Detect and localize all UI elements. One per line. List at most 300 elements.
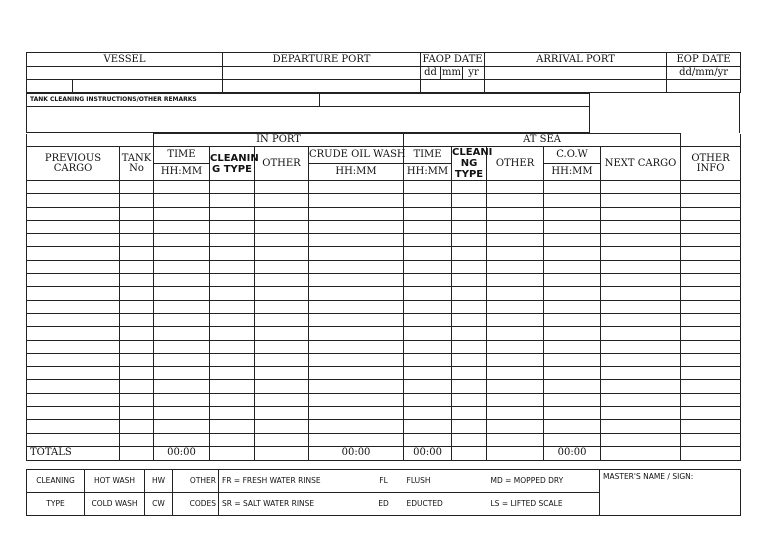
table-cell[interactable] <box>404 181 452 194</box>
table-cell[interactable] <box>154 194 210 207</box>
remarks-extra[interactable] <box>320 94 590 107</box>
table-cell[interactable] <box>210 274 255 287</box>
table-cell[interactable] <box>210 420 255 433</box>
table-cell[interactable] <box>544 380 601 393</box>
table-cell[interactable] <box>309 340 404 353</box>
table-cell[interactable] <box>487 247 544 260</box>
table-cell[interactable] <box>210 247 255 260</box>
table-cell[interactable] <box>309 327 404 340</box>
cleaning-type-port-header: CLEANIN G TYPE <box>210 147 255 181</box>
table-cell[interactable] <box>601 300 681 313</box>
table-cell[interactable] <box>452 313 487 326</box>
table-cell[interactable] <box>487 420 544 433</box>
departure-extra[interactable] <box>223 80 421 93</box>
table-cell[interactable] <box>681 327 741 340</box>
table-cell[interactable] <box>27 300 120 313</box>
table-cell[interactable] <box>309 287 404 300</box>
table-cell[interactable] <box>120 327 154 340</box>
table-cell[interactable] <box>120 380 154 393</box>
table-cell[interactable] <box>681 353 741 366</box>
table-cell[interactable] <box>452 181 487 194</box>
table-cell[interactable] <box>544 194 601 207</box>
table-cell[interactable] <box>404 220 452 233</box>
table-cell[interactable] <box>452 207 487 220</box>
table-row <box>27 433 741 446</box>
table-cell[interactable] <box>27 353 120 366</box>
table-cell[interactable] <box>544 287 601 300</box>
table-cell[interactable] <box>154 353 210 366</box>
table-cell[interactable] <box>154 181 210 194</box>
table-cell[interactable] <box>309 234 404 247</box>
table-cell[interactable] <box>681 367 741 380</box>
table-cell[interactable] <box>27 393 120 406</box>
departure-port-field[interactable] <box>223 67 421 80</box>
table-cell[interactable] <box>27 313 120 326</box>
table-cell[interactable] <box>544 327 601 340</box>
table-cell[interactable] <box>601 287 681 300</box>
table-cell[interactable] <box>452 367 487 380</box>
table-cell[interactable] <box>601 367 681 380</box>
table-cell[interactable] <box>452 340 487 353</box>
table-cell[interactable] <box>27 420 120 433</box>
table-cell[interactable] <box>601 247 681 260</box>
table-cell[interactable] <box>120 220 154 233</box>
table-cell[interactable] <box>210 327 255 340</box>
table-cell[interactable] <box>210 287 255 300</box>
table-cell[interactable] <box>120 433 154 446</box>
table-cell[interactable] <box>27 247 120 260</box>
table-row <box>27 207 741 220</box>
legend-educted: EDUCTED <box>404 493 488 516</box>
tank-line2: No <box>129 162 144 174</box>
table-row <box>27 393 741 406</box>
table-cell[interactable] <box>681 181 741 194</box>
table-cell[interactable] <box>309 207 404 220</box>
departure-port-label: DEPARTURE PORT <box>223 53 421 67</box>
table-cell[interactable] <box>404 247 452 260</box>
table-cell[interactable] <box>487 220 544 233</box>
faop-mm[interactable]: mm <box>442 67 461 78</box>
table-cell[interactable] <box>27 367 120 380</box>
legend-fr: FR = FRESH WATER RINSE <box>219 470 364 493</box>
table-cell[interactable] <box>309 393 404 406</box>
table-cell[interactable] <box>487 327 544 340</box>
table-cell[interactable] <box>309 300 404 313</box>
table-cell[interactable] <box>544 181 601 194</box>
table-cell[interactable] <box>255 234 309 247</box>
table-cell[interactable] <box>210 367 255 380</box>
table-cell[interactable] <box>210 207 255 220</box>
table-cell[interactable] <box>27 220 120 233</box>
table-cell[interactable] <box>154 313 210 326</box>
table-cell[interactable] <box>255 380 309 393</box>
eop-date-label: EOP DATE <box>667 53 741 67</box>
table-cell[interactable] <box>210 313 255 326</box>
table-cell[interactable] <box>154 260 210 273</box>
table-cell[interactable] <box>255 287 309 300</box>
table-cell[interactable] <box>487 433 544 446</box>
table-cell[interactable] <box>544 420 601 433</box>
table-cell[interactable] <box>487 300 544 313</box>
table-row <box>27 420 741 433</box>
table-cell[interactable] <box>487 353 544 366</box>
table-cell[interactable] <box>120 353 154 366</box>
table-cell[interactable] <box>120 340 154 353</box>
table-cell[interactable] <box>154 274 210 287</box>
table-cell[interactable] <box>487 367 544 380</box>
table-cell[interactable] <box>154 433 210 446</box>
table-cell[interactable] <box>255 433 309 446</box>
table-cell[interactable] <box>404 300 452 313</box>
table-cell[interactable] <box>255 260 309 273</box>
legend-cold-wash: COLD WASH <box>85 493 145 516</box>
table-cell[interactable] <box>544 433 601 446</box>
table-cell[interactable] <box>210 340 255 353</box>
table-cell[interactable] <box>404 367 452 380</box>
table-cell[interactable] <box>681 433 741 446</box>
vessel-field[interactable] <box>27 67 223 80</box>
table-cell[interactable] <box>210 300 255 313</box>
table-cell[interactable] <box>309 313 404 326</box>
table-cell[interactable] <box>309 194 404 207</box>
table-cell[interactable] <box>681 420 741 433</box>
header-gap-left <box>27 134 120 147</box>
table-cell[interactable] <box>255 367 309 380</box>
table-cell[interactable] <box>309 367 404 380</box>
table-cell[interactable] <box>154 287 210 300</box>
table-cell[interactable] <box>404 420 452 433</box>
faop-dd[interactable]: dd <box>421 67 441 80</box>
table-cell[interactable] <box>309 433 404 446</box>
table-cell[interactable] <box>452 380 487 393</box>
table-cell[interactable] <box>309 181 404 194</box>
table-cell[interactable] <box>154 380 210 393</box>
table-cell[interactable] <box>120 260 154 273</box>
table-cell[interactable] <box>601 433 681 446</box>
table-cell[interactable] <box>27 194 120 207</box>
table-cell[interactable] <box>544 313 601 326</box>
table-cell[interactable] <box>452 234 487 247</box>
table-cell[interactable] <box>309 220 404 233</box>
table-cell[interactable] <box>487 407 544 420</box>
table-cell[interactable] <box>120 393 154 406</box>
table-cell[interactable] <box>120 313 154 326</box>
table-cell[interactable] <box>210 181 255 194</box>
table-cell[interactable] <box>27 207 120 220</box>
table-cell[interactable] <box>544 220 601 233</box>
faop-extra[interactable] <box>421 80 485 93</box>
table-cell[interactable] <box>210 433 255 446</box>
table-cell[interactable] <box>544 260 601 273</box>
table-cell[interactable] <box>487 260 544 273</box>
table-row <box>27 380 741 393</box>
table-cell[interactable] <box>120 300 154 313</box>
table-cell[interactable] <box>487 340 544 353</box>
table-cell[interactable] <box>255 393 309 406</box>
table-cell[interactable] <box>544 367 601 380</box>
header-gap-right <box>681 134 741 147</box>
table-cell[interactable] <box>309 380 404 393</box>
table-cell[interactable] <box>452 420 487 433</box>
legend-sr: SR = SALT WATER RINSE <box>219 493 364 516</box>
eop-date-field[interactable]: dd/mm/yr <box>667 67 741 80</box>
table-cell[interactable] <box>601 327 681 340</box>
legend-hot-wash: HOT WASH <box>85 470 145 493</box>
table-cell[interactable] <box>154 393 210 406</box>
table-cell[interactable] <box>154 234 210 247</box>
table-cell[interactable] <box>210 220 255 233</box>
table-cell[interactable] <box>309 407 404 420</box>
table-cell[interactable] <box>681 194 741 207</box>
table-cell[interactable] <box>27 260 120 273</box>
table-cell[interactable] <box>27 181 120 194</box>
table-cell[interactable] <box>452 260 487 273</box>
previous-cargo-line1: PREVIOUS <box>44 152 102 164</box>
table-cell[interactable] <box>255 274 309 287</box>
table-cell[interactable] <box>27 433 120 446</box>
table-cell[interactable] <box>210 393 255 406</box>
table-cell[interactable] <box>27 327 120 340</box>
table-cell[interactable] <box>120 207 154 220</box>
table-cell[interactable] <box>544 393 601 406</box>
table-cell[interactable] <box>255 340 309 353</box>
table-cell[interactable] <box>154 300 210 313</box>
table-cell[interactable] <box>487 313 544 326</box>
table-cell[interactable] <box>154 207 210 220</box>
legend-ed: ED <box>364 493 404 516</box>
table-cell[interactable] <box>601 274 681 287</box>
totals-other-sea <box>487 446 544 460</box>
table-cell[interactable] <box>681 313 741 326</box>
table-row <box>27 340 741 353</box>
table-cell[interactable] <box>404 194 452 207</box>
legend-type: TYPE <box>27 493 85 516</box>
table-cell[interactable] <box>27 407 120 420</box>
table-cell[interactable] <box>404 327 452 340</box>
table-cell[interactable] <box>120 234 154 247</box>
table-cell[interactable] <box>120 181 154 194</box>
at-sea-header: AT SEA <box>404 134 681 147</box>
table-cell[interactable] <box>404 380 452 393</box>
table-cell[interactable] <box>544 247 601 260</box>
masters-name-sign[interactable]: MASTER'S NAME / SIGN: <box>600 470 741 516</box>
vessel-extra-a[interactable] <box>27 80 73 93</box>
table-cell[interactable] <box>681 220 741 233</box>
table-cell[interactable] <box>27 274 120 287</box>
table-cell[interactable] <box>487 274 544 287</box>
table-cell[interactable] <box>27 234 120 247</box>
totals-time-sea: 00:00 <box>404 446 452 460</box>
arrival-port-field[interactable] <box>485 67 667 80</box>
totals-label: TOTALS <box>27 446 120 460</box>
table-cell[interactable] <box>681 340 741 353</box>
table-cell[interactable] <box>27 340 120 353</box>
table-cell[interactable] <box>601 234 681 247</box>
table-cell[interactable] <box>487 194 544 207</box>
table-cell[interactable] <box>404 353 452 366</box>
table-cell[interactable] <box>404 287 452 300</box>
table-cell[interactable] <box>487 181 544 194</box>
other-info-header <box>681 147 741 181</box>
table-cell[interactable] <box>452 274 487 287</box>
table-cell[interactable] <box>210 194 255 207</box>
table-cell[interactable] <box>681 287 741 300</box>
table-cell[interactable] <box>309 274 404 287</box>
table-cell[interactable] <box>681 234 741 247</box>
totals-cow-port: 00:00 <box>309 446 404 460</box>
table-cell[interactable] <box>404 433 452 446</box>
eop-extra[interactable] <box>667 80 741 93</box>
totals-tank <box>120 446 154 460</box>
totals-cow-sea: 00:00 <box>544 446 601 460</box>
table-cell[interactable] <box>154 407 210 420</box>
table-cell[interactable] <box>452 327 487 340</box>
table-cell[interactable] <box>487 380 544 393</box>
table-cell[interactable] <box>601 353 681 366</box>
table-cell[interactable] <box>544 407 601 420</box>
table-cell[interactable] <box>681 274 741 287</box>
table-cell[interactable] <box>681 247 741 260</box>
table-cell[interactable] <box>154 340 210 353</box>
table-cell[interactable] <box>210 380 255 393</box>
table-cell[interactable] <box>255 207 309 220</box>
table-cell[interactable] <box>404 274 452 287</box>
table-cell[interactable] <box>452 220 487 233</box>
tank-no-header <box>120 147 154 181</box>
table-cell[interactable] <box>452 433 487 446</box>
table-row <box>27 181 741 194</box>
table-cell[interactable] <box>120 420 154 433</box>
table-cell[interactable] <box>452 300 487 313</box>
table-cell[interactable] <box>309 420 404 433</box>
totals-other-info <box>681 446 741 460</box>
table-cell[interactable] <box>544 353 601 366</box>
tank-line1: TANK <box>121 152 152 164</box>
table-cell[interactable] <box>404 340 452 353</box>
other-sea-header: OTHER <box>487 147 544 181</box>
legend-codes: CODES <box>173 493 219 516</box>
table-cell[interactable] <box>544 207 601 220</box>
table-cell[interactable] <box>309 260 404 273</box>
table-cell[interactable] <box>255 313 309 326</box>
faop-yr[interactable]: yr <box>463 67 485 80</box>
table-cell[interactable] <box>452 194 487 207</box>
table-cell[interactable] <box>681 207 741 220</box>
table-cell[interactable] <box>255 300 309 313</box>
table-cell[interactable] <box>601 194 681 207</box>
table-cell[interactable] <box>120 274 154 287</box>
vessel-extra-b[interactable] <box>73 80 223 93</box>
table-cell[interactable] <box>404 313 452 326</box>
table-cell[interactable] <box>255 181 309 194</box>
totals-cleaning-port <box>210 446 255 460</box>
table-cell[interactable] <box>255 194 309 207</box>
table-cell[interactable] <box>601 380 681 393</box>
table-cell[interactable] <box>154 367 210 380</box>
table-cell[interactable] <box>681 380 741 393</box>
table-cell[interactable] <box>404 207 452 220</box>
table-cell[interactable] <box>154 247 210 260</box>
table-cell[interactable] <box>601 260 681 273</box>
table-cell[interactable] <box>487 234 544 247</box>
table-cell[interactable] <box>154 420 210 433</box>
table-cell[interactable] <box>309 353 404 366</box>
arrival-extra[interactable] <box>485 80 667 93</box>
table-cell[interactable] <box>544 234 601 247</box>
table-cell[interactable] <box>487 287 544 300</box>
table-cell[interactable] <box>452 287 487 300</box>
legend-cw: CW <box>145 493 173 516</box>
legend-md: MD = MOPPED DRY <box>488 470 600 493</box>
table-cell[interactable] <box>120 287 154 300</box>
table-cell[interactable] <box>452 393 487 406</box>
table-cell[interactable] <box>154 220 210 233</box>
table-cell[interactable] <box>544 340 601 353</box>
table-cell[interactable] <box>601 313 681 326</box>
table-cell[interactable] <box>154 327 210 340</box>
vessel-label: VESSEL <box>27 53 223 67</box>
table-cell[interactable] <box>681 300 741 313</box>
table-cell[interactable] <box>210 234 255 247</box>
table-cell[interactable] <box>487 393 544 406</box>
table-cell[interactable] <box>210 407 255 420</box>
table-cell[interactable] <box>544 300 601 313</box>
table-cell[interactable] <box>601 407 681 420</box>
table-cell[interactable] <box>255 420 309 433</box>
table-cell[interactable] <box>452 247 487 260</box>
table-cell[interactable] <box>210 260 255 273</box>
totals-cleaning-sea <box>452 446 487 460</box>
table-cell[interactable] <box>544 274 601 287</box>
cow-header: C.O.W <box>544 147 601 164</box>
table-cell[interactable] <box>120 367 154 380</box>
table-cell[interactable] <box>601 420 681 433</box>
table-cell[interactable] <box>601 393 681 406</box>
table-cell[interactable] <box>681 407 741 420</box>
table-cell[interactable] <box>120 247 154 260</box>
table-cell[interactable] <box>452 353 487 366</box>
table-cell[interactable] <box>210 353 255 366</box>
table-cell[interactable] <box>255 407 309 420</box>
table-cell[interactable] <box>255 220 309 233</box>
table-cell[interactable] <box>404 393 452 406</box>
table-cell[interactable] <box>404 260 452 273</box>
remarks-field[interactable] <box>27 107 590 133</box>
table-cell[interactable] <box>601 340 681 353</box>
remarks-table <box>26 93 590 133</box>
table-cell[interactable] <box>255 327 309 340</box>
table-cell[interactable] <box>120 407 154 420</box>
table-cell[interactable] <box>681 260 741 273</box>
cow-port-unit: HH:MM <box>309 164 404 181</box>
table-cell[interactable] <box>404 407 452 420</box>
table-cell[interactable] <box>452 407 487 420</box>
table-cell[interactable] <box>120 194 154 207</box>
table-cell[interactable] <box>601 207 681 220</box>
table-cell[interactable] <box>255 353 309 366</box>
table-cell[interactable] <box>404 234 452 247</box>
table-cell[interactable] <box>27 380 120 393</box>
table-cell[interactable] <box>487 207 544 220</box>
table-cell[interactable] <box>255 247 309 260</box>
table-cell[interactable] <box>601 181 681 194</box>
remarks-label: TANK CLEANING INSTRUCTIONS/OTHER REMARKS <box>27 94 320 107</box>
table-cell[interactable] <box>681 393 741 406</box>
table-cell[interactable] <box>309 247 404 260</box>
table-cell[interactable] <box>601 220 681 233</box>
legend-other: OTHER <box>173 470 219 493</box>
table-cell[interactable] <box>27 287 120 300</box>
